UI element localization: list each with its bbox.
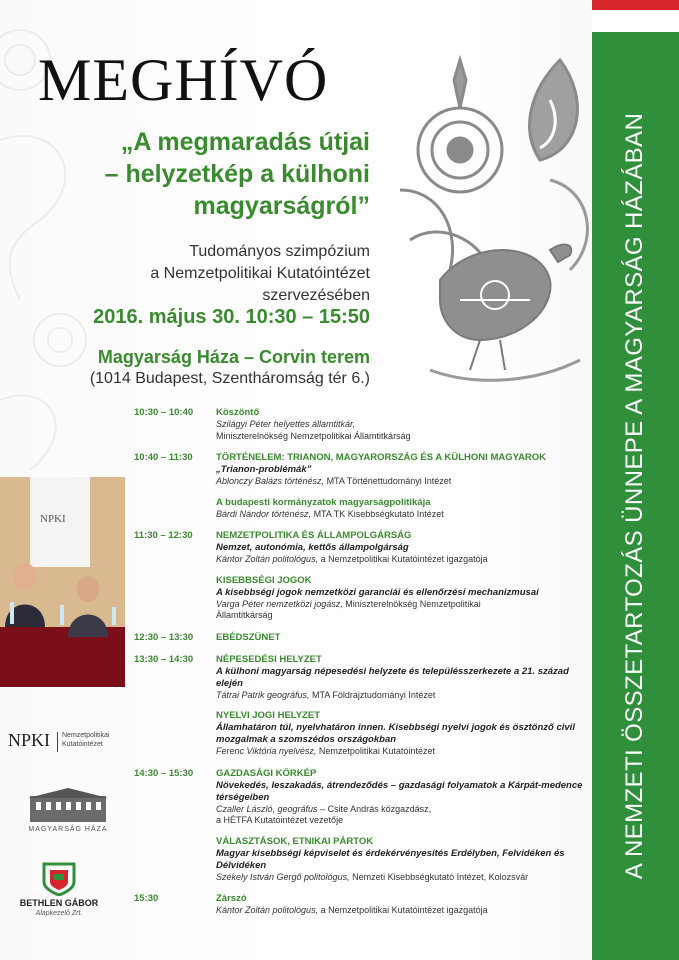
slot-body bbox=[216, 530, 590, 622]
photo-sign: NPKI bbox=[40, 513, 66, 525]
bethlen-gabor-logo bbox=[14, 862, 104, 922]
npki-logo bbox=[8, 730, 128, 754]
speaker-line bbox=[216, 419, 590, 431]
slot-body bbox=[216, 768, 590, 884]
building-icon bbox=[26, 788, 110, 824]
magyarsag-haza-caption: MAGYARSÁG HÁZA bbox=[28, 826, 108, 833]
npki-logo-line: Kutatóintézet bbox=[62, 741, 103, 748]
slot-body bbox=[216, 632, 590, 644]
speaker-line bbox=[216, 690, 590, 702]
folk-art-ornament bbox=[400, 40, 600, 400]
schedule-slot bbox=[134, 407, 590, 442]
session-block bbox=[216, 768, 590, 827]
session-heading: NEMZETPOLITIKA ÉS ÁLLAMPOLGÁRSÁG bbox=[216, 530, 412, 541]
speaker-affiliation: Nemzeti Kisebbségkutató Intézet, Kolozsvár bbox=[349, 871, 529, 882]
slot-time: 14:30 – 15:30 bbox=[134, 767, 194, 779]
speaker-name: Tátrai Patrik geográfus, bbox=[216, 689, 310, 700]
event-venue: Magyarság Háza – Corvin terem bbox=[97, 347, 370, 367]
slot-time: 11:30 – 12:30 bbox=[134, 530, 193, 541]
schedule-slot bbox=[134, 654, 590, 758]
organizer-intro bbox=[40, 241, 370, 307]
talk-title: Nemzet, autonómia, kettős állampolgárság bbox=[216, 542, 409, 553]
speaker-name: Székely István Gergő politológus, bbox=[216, 871, 350, 882]
flag-white-stripe bbox=[592, 10, 679, 32]
flag-red-stripe bbox=[592, 0, 679, 10]
slot-body bbox=[216, 407, 590, 442]
slot-time: 10:30 – 10:40 bbox=[134, 407, 194, 418]
talk-title: A kisebbségi jogok nemzetközi garanciái és ellenőrzési mechanizmusai bbox=[216, 586, 539, 598]
speaker-line bbox=[216, 746, 590, 758]
speaker-name: Bárdi Nándor történész, bbox=[216, 508, 312, 519]
session-heading: GAZDASÁGI KÖRKÉP bbox=[216, 767, 317, 779]
speaker-affiliation-continued: Államtitkárság bbox=[216, 610, 273, 620]
session-block bbox=[216, 893, 590, 917]
speaker-line bbox=[216, 554, 590, 566]
speaker-line bbox=[216, 804, 590, 816]
speaker-name: Ablonczy Balázs történész, bbox=[216, 476, 325, 486]
speaker-name: Varga Péter nemzetközi jogász, bbox=[216, 598, 343, 609]
speaker-line bbox=[216, 872, 590, 884]
speaker-name: Kántor Zoltán politológus, bbox=[216, 905, 319, 915]
npki-logo-mark: NPKI bbox=[8, 730, 51, 750]
talk-title: Növekedés, leszakadás, átrendeződés – gazdasági folyamatok a Kárpát-medence térségeiben bbox=[216, 779, 583, 803]
session-block bbox=[216, 632, 590, 644]
session-block bbox=[216, 575, 590, 622]
talk-title: Államhatáron túl, nyelvhatáron innen. Kisebbségi nyelvi jogok és ösztönző civil mozgalmak a szomszédos országokban bbox=[216, 722, 575, 745]
session-heading: Köszöntő bbox=[216, 407, 260, 418]
schedule-slot bbox=[134, 768, 590, 884]
magyarsag-haza-logo bbox=[26, 788, 110, 840]
program-schedule bbox=[134, 407, 590, 927]
event-date: 2016. május 30. 10:30 – 15:50 bbox=[93, 306, 370, 328]
speaker-affiliation-continued: a HÉTFA Kutatóintézet vezetője bbox=[216, 815, 344, 825]
speaker-affiliation: Csite András közgazdász, bbox=[325, 803, 432, 814]
panel-photo-image bbox=[0, 477, 125, 687]
session-heading: KISEBBSÉGI JOGOK bbox=[216, 574, 312, 586]
slot-body bbox=[216, 893, 590, 917]
symposium-title-line: „A megmaradás útjai bbox=[120, 128, 370, 156]
shield-icon bbox=[14, 862, 104, 896]
session-heading: NYELVI JOGI HELYZET bbox=[216, 710, 320, 721]
speaker-affiliation-continued: Miniszterelnökség Nemzetpolitikai Államtitkárság bbox=[216, 430, 411, 441]
session-heading: A budapesti kormányzatok magyarságpolitikája bbox=[216, 496, 431, 508]
speaker-line bbox=[216, 599, 590, 611]
slot-body bbox=[216, 452, 590, 520]
speaker-name: Kántor Zoltán politológus, bbox=[216, 554, 319, 564]
speaker-affiliation: a Nemzetpolitikai Kutatóintézet igazgatója bbox=[318, 554, 488, 564]
session-heading: TÖRTÉNELEM: TRIANON, MAGYARORSZÁG ÉS A KÜLHONI MAGYAROK bbox=[216, 452, 547, 463]
session-heading: NÉPESEDÉSI HELYZET bbox=[216, 653, 322, 665]
schedule-slot bbox=[134, 632, 590, 644]
session-block bbox=[216, 497, 590, 521]
panel-photo bbox=[0, 477, 125, 687]
session-heading: Zárszó bbox=[216, 893, 247, 904]
speaker-line bbox=[216, 905, 590, 917]
speaker-affiliation: a Nemzetpolitikai Kutatóintézet igazgatója bbox=[318, 905, 488, 915]
speaker-affiliation: Nemzetpolitikai Kutatóintézet bbox=[316, 746, 435, 756]
slot-time: 12:30 – 13:30 bbox=[134, 631, 194, 643]
session-block bbox=[216, 654, 590, 702]
speaker-name: Szilágyi Péter helyettes államtitkár, bbox=[216, 419, 356, 429]
slot-time: 15:30 bbox=[134, 893, 159, 904]
bethlen-gabor-subcaption: Alapkezelő Zrt. bbox=[35, 910, 83, 917]
speaker-affiliation: MTA TK Kisebbségkutató Intézet bbox=[311, 508, 444, 519]
schedule-slot bbox=[134, 530, 590, 622]
schedule-slot bbox=[134, 452, 590, 520]
symposium-title bbox=[60, 126, 370, 222]
intro-line: a Nemzetpolitikai Kutatóintézet szervezésében bbox=[150, 265, 370, 304]
speaker-line bbox=[216, 509, 590, 521]
bethlen-gabor-caption: BETHLEN GÁBOR bbox=[19, 898, 99, 908]
slot-time: 10:40 – 11:30 bbox=[134, 452, 193, 463]
speaker-name: Ferenc Viktória nyelvész, bbox=[216, 746, 317, 756]
symposium-title-line: – helyzetkép a külhoni bbox=[104, 160, 370, 188]
npki-logo-divider bbox=[57, 732, 58, 752]
poster-title: MEGHÍVÓ bbox=[38, 47, 329, 113]
talk-title: Magyar kisebbségi képviselet és érdekérvényesítés Erdélyben, Felvidéken és Délvidéken bbox=[216, 847, 565, 871]
session-block bbox=[216, 530, 590, 566]
intro-line: Tudományos szimpózium bbox=[189, 243, 370, 260]
schedule-slot bbox=[134, 893, 590, 917]
session-block bbox=[216, 407, 590, 442]
session-block bbox=[216, 452, 590, 488]
speaker-name: Czaller László, geográfus – bbox=[216, 803, 326, 814]
symposium-title-line: magyarságról” bbox=[193, 192, 370, 220]
session-block bbox=[216, 710, 590, 758]
speaker-affiliation: MTA Történettudományi Intézet bbox=[324, 476, 452, 486]
speaker-affiliation: MTA Földrajztudományi Intézet bbox=[309, 689, 436, 700]
slot-time: 13:30 – 14:30 bbox=[134, 653, 194, 665]
session-heading: EBÉDSZÜNET bbox=[216, 631, 281, 643]
slot-body bbox=[216, 654, 590, 758]
speaker-affiliation: Miniszterelnökség Nemzetpolitikai bbox=[342, 598, 481, 609]
npki-logo-line: Nemzetpolitikai bbox=[62, 732, 110, 739]
session-heading: VÁLASZTÁSOK, ETNIKAI PÁRTOK bbox=[216, 835, 374, 847]
npki-logo-text bbox=[62, 731, 109, 749]
session-block bbox=[216, 836, 590, 884]
talk-title: „Trianon-problémák” bbox=[216, 464, 312, 475]
side-banner-text: A NEMZETI ÖSSZETARTOZÁS ÜNNEPE A MAGYARSÁG HÁZÁBAN bbox=[621, 112, 648, 880]
speaker-line bbox=[216, 476, 590, 488]
talk-title: A külhoni magyarság népesedési helyzete és településszerkezete a 21. század elején bbox=[216, 665, 569, 689]
event-address: (1014 Budapest, Szentháromság tér 6.) bbox=[89, 370, 370, 387]
